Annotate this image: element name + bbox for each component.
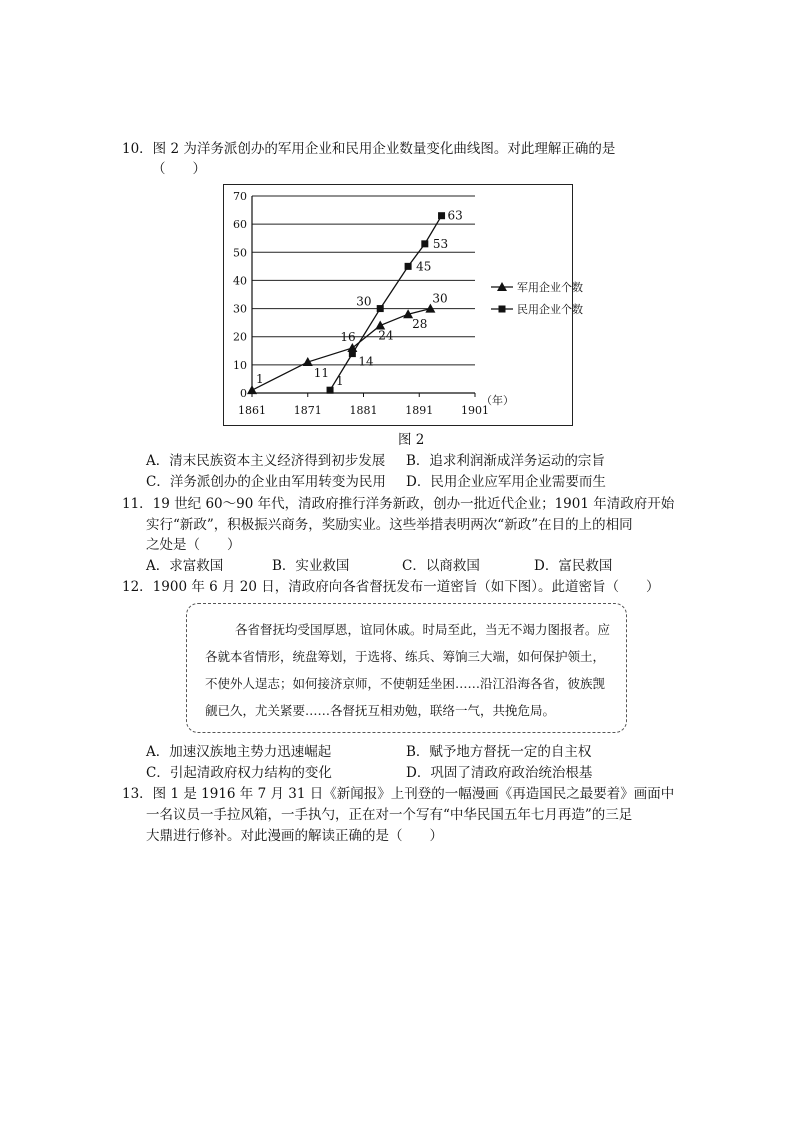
series-1-point-4 — [421, 240, 428, 247]
decree-line-1: 各省督抚均受国厚恩，谊同休戚。时局至此，当无不竭力图报者。应 — [235, 622, 611, 637]
decree-line-3: 不使外人逞志；如何接济京师，不使朝廷坐困……沿江沿海各省，彼族觊 — [205, 676, 606, 691]
series-1-point-0 — [327, 387, 334, 394]
series-1-point-3 — [405, 263, 412, 270]
x-tick-1901: 1901 — [461, 404, 489, 417]
q13-stem-line3: 大鼎进行修补。对此漫画的解读正确的是（ ） — [146, 828, 443, 844]
decree-line-2: 各就本省情形，统盘筹划，于选将、练兵、筹饷三大端，如何保护领土， — [205, 649, 606, 664]
q11-stem-line1: 11．19 世纪 60～90 年代，清政府推行洋务新政，创办一批近代企业；1901 年清政府开始 — [122, 496, 675, 512]
secret-decree-box — [186, 603, 627, 733]
q10-option-d[interactable]: D．民用企业应军用企业需要而生 — [406, 474, 606, 490]
q10-option-a[interactable]: A．清末民族资本主义经济得到初步发展 — [146, 453, 386, 469]
series-1-label-5: 63 — [447, 208, 463, 223]
y-tick-10: 10 — [233, 358, 247, 372]
series-1-point-1 — [349, 350, 356, 357]
series-1-label-1: 14 — [358, 354, 374, 369]
x-tick-1871: 1871 — [293, 404, 322, 417]
legend-marker-1 — [499, 306, 506, 313]
y-tick-60: 60 — [233, 218, 247, 232]
series-1-label-4: 53 — [432, 236, 449, 251]
figure-caption: 图 2 — [398, 432, 425, 448]
q13-stem-line1: 13．图 1 是 1916 年 7 月 31 日《新闻报》上刊登的一幅漫画《再造国民之最要着》画面中 — [122, 786, 675, 802]
q11-option-a[interactable]: A．求富救国 — [146, 558, 224, 574]
q11-stem-line3: 之处是（ ） — [146, 537, 241, 553]
series-1-point-5 — [438, 212, 445, 219]
q10-option-c[interactable]: C．洋务派创办的企业由军用转变为民用 — [146, 474, 386, 490]
y-tick-40: 40 — [233, 274, 247, 288]
y-tick-0: 0 — [240, 387, 247, 400]
q12-option-c[interactable]: C．引起清政府权力结构的变化 — [146, 765, 332, 781]
series-0-label-3: 24 — [378, 328, 394, 343]
series-0-label-4: 28 — [412, 317, 428, 332]
legend-label-1: 民用企业个数 — [517, 303, 583, 316]
q12-option-b[interactable]: B．赋予地方督抚一定的自主权 — [406, 744, 592, 760]
q13-stem-line2: 一名议员一手拉风箱，一手执勺，正在对一个写有“中华民国五年七月再造”的三足 — [146, 807, 633, 823]
q12-stem: 12．1900 年 6 月 20 日，清政府向各省督抚发布一道密旨（如下图）。此道密旨（ ） — [122, 579, 660, 595]
series-1-point-2 — [377, 305, 384, 312]
series-1-label-3: 45 — [416, 259, 432, 274]
series-1-label-2: 30 — [356, 294, 372, 309]
y-tick-20: 20 — [233, 330, 247, 344]
q11-option-b[interactable]: B．实业救国 — [272, 558, 350, 574]
x-axis-unit: （年） — [481, 394, 514, 407]
q10-stem: 10．图 2 为洋务派创办的军用企业和民用企业数量变化曲线图。对此理解正确的是 — [122, 141, 616, 157]
q11-stem-line2: 实行“新政”，积极振兴商务，奖励实业。这些举措表明两次“新政”在目的上的相同 — [146, 517, 633, 533]
x-tick-1861: 1861 — [238, 404, 266, 417]
q12-option-d[interactable]: D．巩固了清政府政治统治根基 — [406, 765, 593, 781]
series-0-label-1: 11 — [313, 366, 330, 381]
decree-line-4: 觎已久，尤关紧要……各督抚互相劝勉，联络一气，共挽危局。 — [205, 703, 556, 718]
q12-option-a[interactable]: A．加速汉族地主势力迅速崛起 — [146, 744, 332, 760]
q10-answer-paren: （ ） — [152, 161, 206, 177]
series-0-label-5: 30 — [432, 291, 448, 306]
series-0-label-2: 16 — [340, 329, 356, 344]
x-tick-1891: 1891 — [405, 404, 434, 417]
q11-option-c[interactable]: C．以商救国 — [402, 558, 480, 574]
x-tick-1881: 1881 — [349, 404, 378, 417]
q11-option-d[interactable]: D．富民救国 — [534, 558, 613, 574]
series-1-label-0: 1 — [336, 374, 344, 389]
y-tick-30: 30 — [233, 302, 247, 316]
q10-option-b[interactable]: B．追求利润渐成洋务运动的宗旨 — [406, 453, 605, 469]
series-0-label-0: 1 — [256, 372, 264, 387]
y-tick-70: 70 — [233, 190, 247, 203]
legend-label-0: 军用企业个数 — [517, 281, 583, 294]
enterprise-count-chart — [223, 184, 583, 426]
y-tick-50: 50 — [233, 246, 247, 260]
